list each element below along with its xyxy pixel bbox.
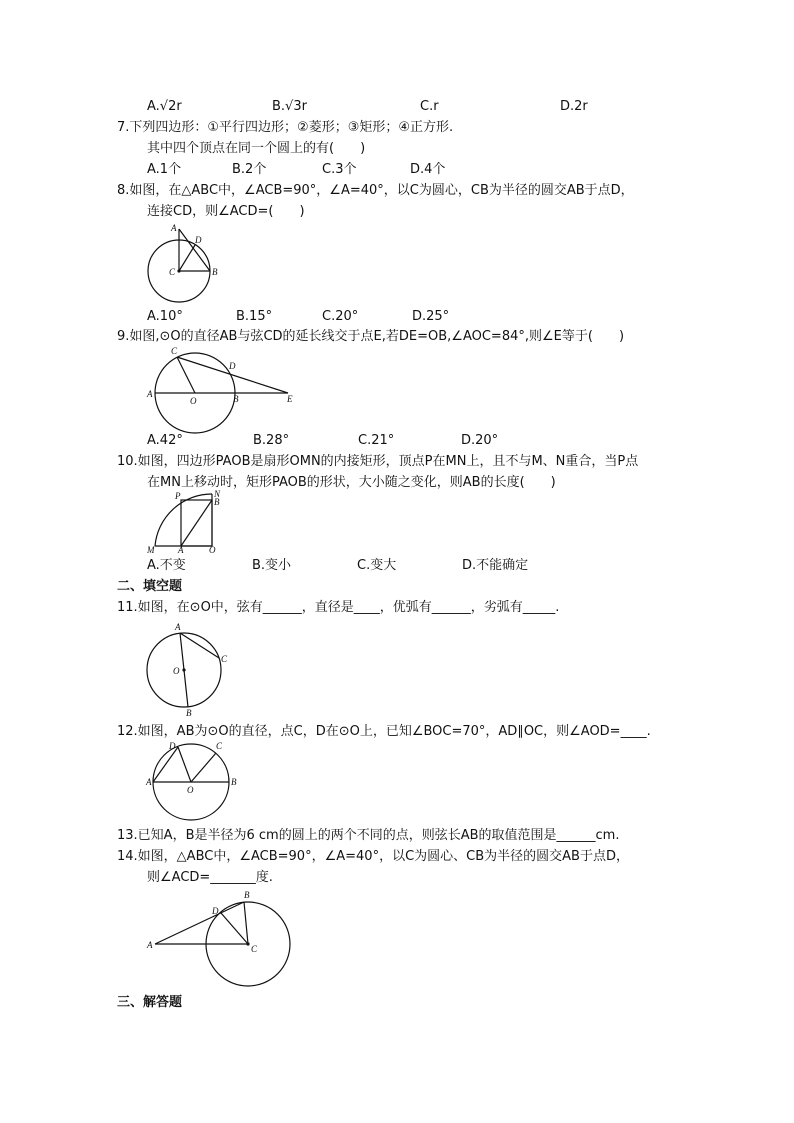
q11-label-c: C (221, 654, 228, 664)
q11-figure (140, 618, 240, 718)
q14-side-ab (155, 902, 244, 944)
q11-label-b: B (186, 708, 192, 718)
q11-center-o (182, 668, 185, 671)
q10-label-n: N (214, 489, 221, 499)
q14-stem: 14.如图，△ABC中，∠ACB=90°，∠A=40°，以C为圆心、CB为半径的圆交AB于点D， (117, 849, 629, 864)
q14-figure (145, 888, 295, 988)
q9-label-c: C (171, 346, 178, 356)
q10-label-o: O (209, 545, 216, 555)
q14-label-b: B (244, 890, 250, 900)
q9-label-o: O (190, 396, 197, 406)
q9-stem: 9.如图,⊙O的直径AB与弦CD的延长线交于点E,若DE=OB,∠AOC=84°,则∠E等于( ) (117, 329, 625, 344)
q6-option-a: A.√2r (147, 99, 182, 114)
q9-label-d: D (229, 361, 236, 371)
q8-point-c (177, 269, 180, 272)
q14-side-bc (244, 902, 248, 944)
q7-option-d: D.4个 (410, 162, 446, 177)
q8-label-a: A (171, 223, 177, 233)
q14-stem-2: 则∠ACD=_______度. (147, 870, 273, 885)
q9-label-b: B (233, 394, 239, 404)
q9-figure (145, 342, 300, 432)
q10-stem: 10.如图，四边形PAOB是扇形OMN的内接矩形，顶点P在MN上，且不与M、N重合，当P点 (117, 454, 639, 469)
q14-label-c: C (251, 944, 258, 954)
q8-label-c: C (169, 267, 176, 277)
q10-option-c: C.变大 (357, 558, 397, 573)
q14-label-a: A (147, 940, 153, 950)
q8-label-d: D (195, 235, 202, 245)
q12-stem: 12.如图，AB为⊙O的直径，点C，D在⊙O上，已知∠BOC=70°，AD∥OC，则∠AOD=____. (117, 724, 651, 739)
q8-option-d: D.25° (412, 309, 450, 324)
q6-option-c: C.r (420, 99, 439, 114)
q7-option-b: B.2个 (232, 162, 267, 177)
q10-arc-mn (155, 494, 212, 546)
q7-stem: 7.下列四边形：①平行四边形；②菱形；③矩形；④正方形. (117, 120, 454, 135)
q8-option-a: A.10° (147, 309, 183, 324)
q12-segment-od (178, 747, 191, 782)
q8-option-c: C.20° (322, 309, 359, 324)
q9-option-a: A.42° (147, 433, 183, 448)
q12-label-c: C (216, 741, 223, 751)
q9-option-b: B.28° (253, 433, 290, 448)
q12-label-d: D (169, 741, 176, 751)
q9-label-e: E (287, 394, 293, 404)
q14-point-c (246, 942, 249, 945)
q13-stem: 13.已知A，B是半径为6 cm的圆上的两个不同的点，则弦长AB的取值范围是______cm. (117, 828, 620, 843)
q8-segment-cd (179, 245, 195, 271)
section-solution-heading: 三、解答题 (117, 995, 183, 1010)
q12-label-a: A (146, 777, 152, 787)
q12-label-b: B (231, 777, 237, 787)
q8-stem-2: 连接CD，则∠ACD=( ) (147, 204, 305, 219)
q11-label-a: A (175, 622, 181, 632)
q8-stem: 8.如图，在△ABC中，∠ACB=90°，∠A=40°，以C为圆心，CB为半径的圆交AB于点D， (117, 183, 634, 198)
section-fill-in-heading: 二、填空题 (117, 579, 183, 594)
q9-option-c: C.21° (358, 433, 395, 448)
q14-label-d: D (212, 906, 219, 916)
q11-label-o: O (173, 666, 180, 676)
q10-option-b: B.变小 (252, 558, 292, 573)
q10-label-b: B (214, 497, 220, 507)
q9-option-d: D.20° (461, 433, 499, 448)
q8-option-b: B.15° (236, 309, 273, 324)
q11-stem: 11.如图，在⊙O中，弦有______，直径是____，优弧有______，劣弧有_____. (117, 600, 560, 615)
q9-label-a: A (147, 389, 153, 399)
q6-option-b: B.√3r (272, 99, 307, 114)
q7-option-a: A.1个 (147, 162, 182, 177)
q12-segment-oc (191, 753, 216, 782)
q8-figure (140, 222, 230, 312)
q10-diagonal-ab (181, 500, 212, 546)
q10-figure (145, 491, 225, 553)
q6-option-d: D.2r (560, 99, 588, 114)
q10-label-p: P (175, 491, 181, 501)
q10-option-a: A.不变 (147, 558, 186, 573)
q12-figure (143, 741, 243, 823)
q10-stem-2: 在MN上移动时，矩形PAOB的形状，大小随之变化，则AB的长度( ) (147, 475, 556, 490)
q10-label-a: A (178, 545, 184, 555)
q14-segment-cd (221, 913, 248, 944)
q7-stem-2: 其中四个顶点在同一个圆上的有( ) (147, 141, 366, 156)
q8-label-b: B (212, 267, 218, 277)
q7-option-c: C.3个 (322, 162, 357, 177)
q10-option-d: D.不能确定 (462, 558, 529, 573)
q12-label-o: O (187, 785, 194, 795)
q10-label-m: M (147, 545, 155, 555)
